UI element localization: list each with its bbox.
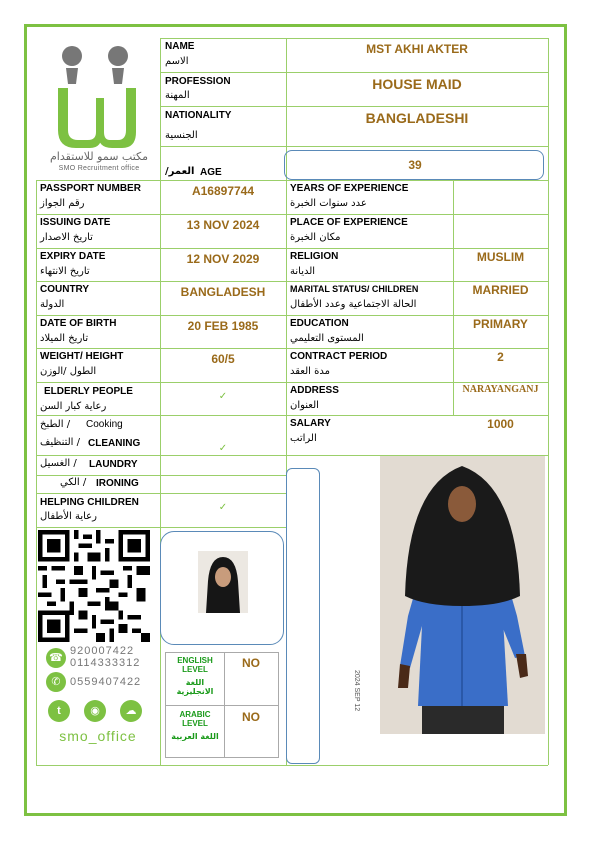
left-row-label-ar: الدولة <box>40 299 65 310</box>
right-row-value: PRIMARY <box>473 317 528 331</box>
right-row-label: MARITAL STATUS/ CHILDREN <box>290 284 419 294</box>
right-row-label: SALARY <box>290 418 331 429</box>
cleaning-label-ar: التنظيف / <box>40 437 80 448</box>
left-row-value: 60/5 <box>211 352 235 366</box>
left-row-value: BANGLADESH <box>180 285 266 299</box>
name-label-ar: الاسم <box>165 56 189 67</box>
right-row-label-ar: مدة العقد <box>290 366 330 377</box>
social-handle: smo_office <box>59 728 137 744</box>
right-row-label-ar: المستوى التعليمي <box>290 333 364 344</box>
left-row-label-ar: تاريخ الميلاد <box>40 333 89 344</box>
right-row-label: YEARS OF EXPERIENCE <box>290 183 409 194</box>
snapchat-icon[interactable]: ☁ <box>120 700 142 722</box>
phone-icon[interactable]: ☎ <box>46 648 66 668</box>
whatsapp-icon[interactable]: ✆ <box>46 672 66 692</box>
ironing-label: IRONING <box>96 478 139 489</box>
left-row-label-ar: تاريخ الانتهاء <box>40 266 90 277</box>
left-row-value: 20 FEB 1985 <box>187 319 259 333</box>
children-check-icon: ✓ <box>218 502 228 513</box>
age-value: 39 <box>408 158 422 172</box>
laundry-label-ar: الغسيل / <box>40 458 77 469</box>
nationality-value: BANGLADESHI <box>365 110 469 126</box>
right-row-label-ar: الحالة الاجتماعية وعدد الأطفال <box>290 299 417 310</box>
right-row-label-ar: مكان الخبرة <box>290 232 341 243</box>
right-row-label-ar: الراتب <box>290 433 317 444</box>
logo-arabic-name: مكتب سمو للاستقدام <box>50 150 148 163</box>
english-level-label: ENGLISH LEVEL <box>177 656 213 674</box>
left-row-label: EXPIRY DATE <box>40 251 106 262</box>
phone2: 0114333312 <box>70 657 141 669</box>
left-row-value: A16897744 <box>191 184 255 198</box>
nationality-label-ar: الجنسية <box>165 130 198 141</box>
arabic-level-label-ar: اللغة العربية <box>171 732 219 741</box>
profession-label-ar: المهنة <box>165 90 190 101</box>
right-row-value: 1000 <box>487 417 514 431</box>
left-row-label: ISSUING DATE <box>40 217 111 228</box>
right-row-label-ar: العنوان <box>290 400 319 411</box>
children-label-ar: رعاية الأطفال <box>40 511 97 522</box>
cleaning-label: CLEANING <box>88 438 141 449</box>
cooking-label-ar: الطبخ / <box>40 419 71 430</box>
left-row-label-ar: رقم الجواز <box>40 198 85 209</box>
name-value: MST AKHI AKTER <box>366 42 468 56</box>
right-row-value: 2 <box>497 350 504 364</box>
ironing-label-ar: الكي / <box>60 477 87 488</box>
cleaning-check-icon: ✓ <box>218 443 228 454</box>
phone1: 920007422 <box>70 645 135 657</box>
twitter-icon[interactable]: t <box>48 700 70 722</box>
cooking-label: Cooking <box>86 419 123 430</box>
laundry-label: LAUNDRY <box>89 459 138 470</box>
english-level-label-ar: اللغة الانجليزية <box>176 678 214 696</box>
right-row-value: MUSLIM <box>476 250 525 264</box>
left-row-value: 12 NOV 2029 <box>186 252 260 266</box>
nationality-label: NATIONALITY <box>165 110 232 121</box>
arabic-level-value: NO <box>242 710 260 724</box>
right-row-label-ar: الديانة <box>290 266 316 277</box>
left-row-value: 13 NOV 2024 <box>186 218 260 232</box>
instagram-icon[interactable]: ◉ <box>84 700 106 722</box>
age-label-ar: /العمر <box>165 166 195 177</box>
logo-english-name: SMO Recruitment office <box>58 165 140 172</box>
right-row-label: RELIGION <box>290 251 339 262</box>
logo <box>40 38 158 178</box>
right-row-label: ADDRESS <box>290 385 339 396</box>
right-row-label: PLACE OF EXPERIENCE <box>290 217 408 228</box>
arabic-level-label: ARABIC LEVEL <box>179 710 211 728</box>
right-row-label: EDUCATION <box>290 318 349 329</box>
name-label: NAME <box>165 41 195 52</box>
left-row-label: WEIGHT/ HEIGHT <box>40 351 124 362</box>
right-row-value: MARRIED <box>472 283 529 297</box>
left-row-label: DATE OF BIRTH <box>40 318 117 329</box>
right-row-value: NARAYANGANJ <box>462 384 539 395</box>
photo-caption: 2024 SEP 12 <box>353 670 360 712</box>
left-row-label-ar: تاريخ الاصدار <box>40 232 93 243</box>
blank-panel <box>286 468 320 764</box>
passport-photo <box>198 551 248 613</box>
english-level-value: NO <box>242 656 260 670</box>
left-row-label-ar: الطول /الوزن <box>40 366 97 377</box>
logo-mark <box>40 38 158 158</box>
age-label: AGE <box>200 167 222 178</box>
full-body-photo <box>380 456 545 734</box>
elderly-label: ELDERLY PEOPLE <box>44 386 133 397</box>
right-row-label: CONTRACT PERIOD <box>290 351 388 362</box>
elderly-label-ar: رعاية كبار السن <box>40 401 107 412</box>
profession-label: PROFESSION <box>165 76 231 87</box>
profession-value: HOUSE MAID <box>372 76 462 92</box>
right-row-label-ar: عدد سنوات الخبرة <box>290 198 367 209</box>
elderly-check-icon: ✓ <box>218 391 228 402</box>
children-label: HELPING CHILDREN <box>40 497 139 508</box>
left-row-label: PASSPORT NUMBER <box>40 183 141 194</box>
qr-code[interactable] <box>38 530 150 642</box>
left-row-label: COUNTRY <box>40 284 90 295</box>
whatsapp-number: 0559407422 <box>70 676 142 688</box>
